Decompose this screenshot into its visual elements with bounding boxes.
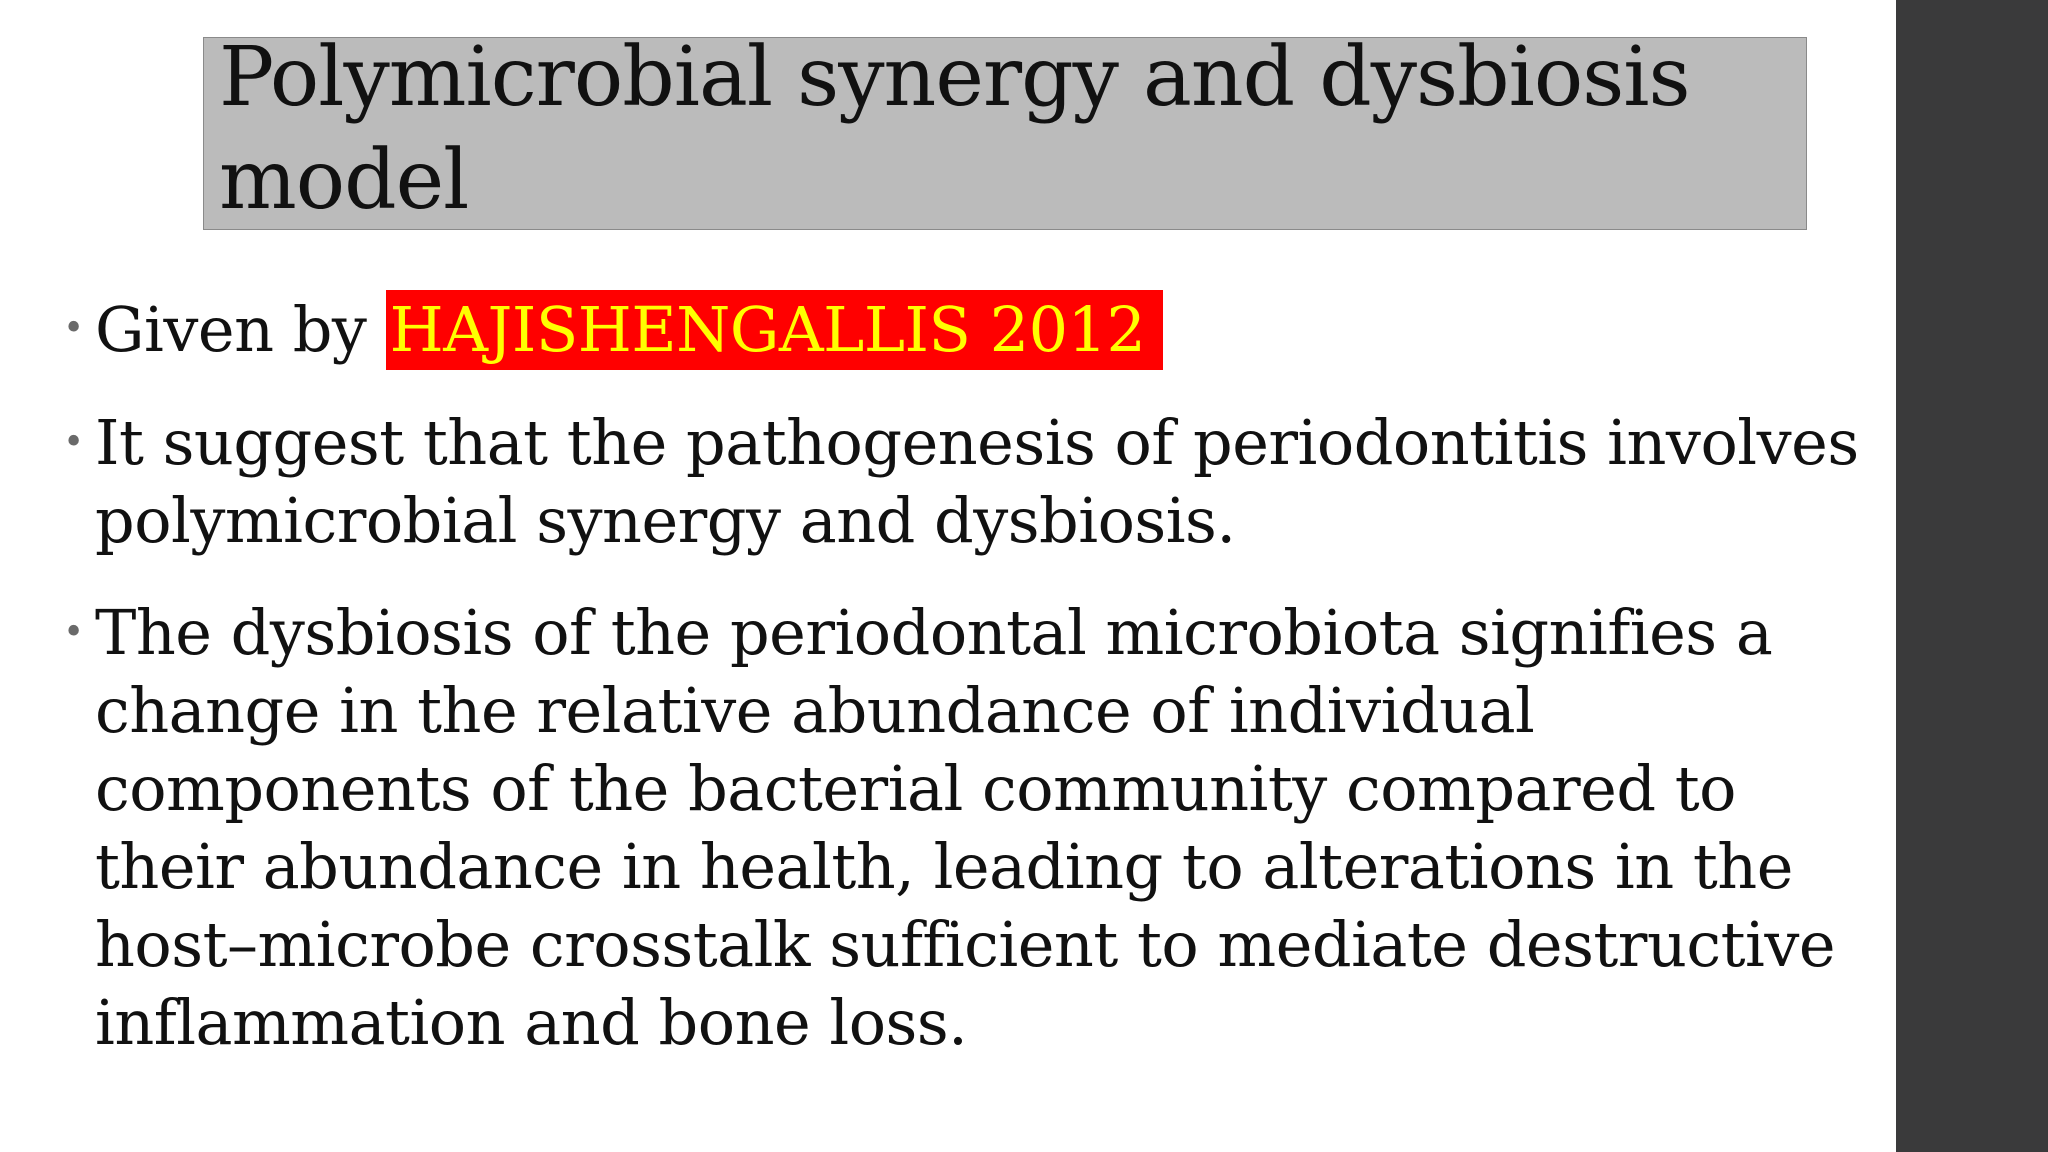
bullet-dysbiosis <box>58 594 1896 1062</box>
bullet-given-by <box>58 290 1896 370</box>
bullet-dot-icon: • <box>63 612 84 653</box>
given-by-label: Given by <box>95 293 386 366</box>
bullet-list <box>58 290 1896 1062</box>
bullet-dot-icon: • <box>63 308 84 349</box>
author-highlight: HAJISHENGALLIS 2012 <box>386 290 1164 370</box>
slide-title: Polymicrobial synergy and dysbiosis model <box>219 30 1690 228</box>
bullet-dot-icon: • <box>63 422 84 463</box>
title-box <box>203 30 1807 230</box>
dysbiosis-line-4: their abundance in health, leading to alterations in the <box>95 830 1793 903</box>
pathogenesis-line-1: It suggest that the pathogenesis of periodontitis involves <box>95 406 1859 479</box>
dysbiosis-line-2: change in the relative abundance of individual <box>95 674 1535 747</box>
dysbiosis-line-3: components of the bacterial community compared to <box>95 752 1736 825</box>
dysbiosis-line-1: The dysbiosis of the periodontal microbiota signifies a <box>95 596 1773 669</box>
dysbiosis-line-6: inflammation and bone loss. <box>95 986 968 1059</box>
pathogenesis-line-2: polymicrobial synergy and dysbiosis. <box>95 484 1236 557</box>
bullet-pathogenesis <box>58 404 1896 560</box>
dysbiosis-line-5: host–microbe crosstalk sufficient to mediate destructive <box>95 908 1836 981</box>
side-bar <box>1896 0 2048 1152</box>
